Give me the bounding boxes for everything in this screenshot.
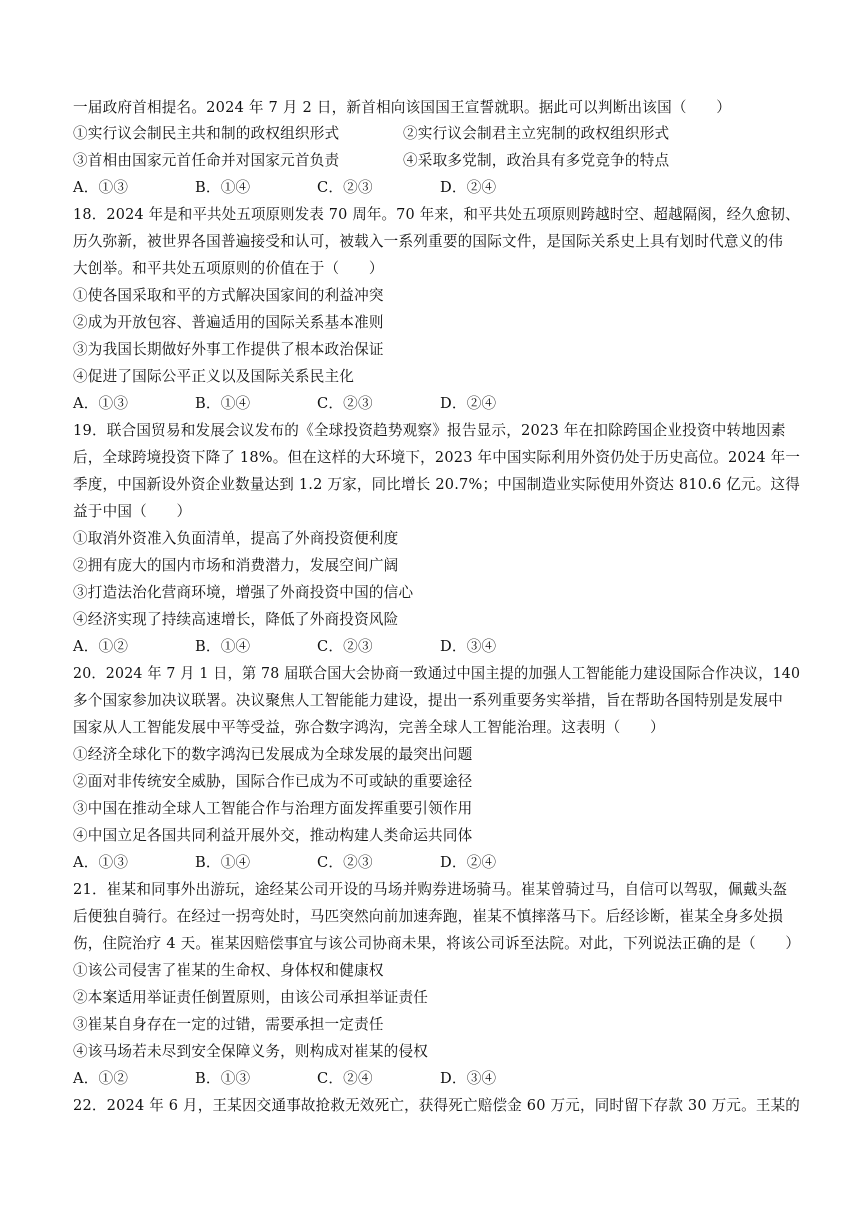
q21-stem-line-2: 后便独自骑行。在经过一拐弯处时，马匹突然向前加速奔跑，崔某不慎摔落马下。后经诊断，崔某全身多处损 [73, 908, 784, 925]
q20-option-c[interactable]: C．②③ [317, 854, 373, 871]
q21-item-3: ③崔某自身存在一定的过错，需要承担一定责任 [73, 1016, 384, 1033]
q19-option-a[interactable]: A．①② [73, 638, 129, 655]
q19-stem-line-2: 后，全球跨境投资下降了 18%。但在这样的大环境下，2023 年中国实际利用外资仍处于历史高位。2024 年一 [73, 449, 801, 466]
q20-option-a[interactable]: A．①③ [73, 854, 129, 871]
q20-item-3: ③中国在推动全球人工智能合作与治理方面发挥重要引领作用 [73, 800, 473, 817]
q18-option-c[interactable]: C．②③ [317, 395, 373, 412]
q21-stem-line-3: 伤，住院治疗 4 天。崔某因赔偿事宜与该公司协商未果，将该公司诉至法院。对此，下列说法正确的是（ ） [73, 935, 801, 952]
q17-items-row-2 [73, 151, 793, 171]
q21-option-d[interactable]: D．③④ [440, 1070, 497, 1087]
q17-option-d[interactable]: D．②④ [440, 179, 497, 196]
q17-stem-tail: 一届政府首相提名。2024 年 7 月 2 日，新首相向该国国王宣誓就职。据此可以判断出该国（ ） [73, 99, 732, 116]
q17-option-a[interactable]: A．①③ [73, 179, 129, 196]
q22-stem-line-1: 22．2024 年 6 月，王某因交通事故抢救无效死亡，获得死亡赔偿金 60 万元，同时留下存款 30 万元。王某的 [73, 1097, 801, 1114]
q18-item-2: ②成为开放包容、普遍适用的国际关系基本准则 [73, 314, 384, 331]
q20-options [73, 853, 573, 873]
q18-item-3: ③为我国长期做好外事工作提供了根本政治保证 [73, 341, 384, 358]
q20-option-b[interactable]: B．①④ [195, 854, 251, 871]
q18-option-a[interactable]: A．①③ [73, 395, 129, 412]
q19-option-c[interactable]: C．②③ [317, 638, 373, 655]
q20-stem-line-3: 国家从人工智能发展中平等受益，弥合数字鸿沟，完善全球人工智能治理。这表明（ ） [73, 719, 665, 736]
q17-item-3: ③首相由国家元首任命并对国家元首负责 [73, 152, 340, 169]
q18-stem-line-2: 历久弥新，被世界各国普遍接受和认可，被载入一系列重要的国际文件，是国际关系史上具有划时代意义的伟 [73, 233, 784, 250]
q17-item-1: ①实行议会制民主共和制的政权组织形式 [73, 125, 340, 142]
q17-item-4: ④采取多党制，政治具有多党竞争的特点 [403, 152, 670, 169]
q17-option-b[interactable]: B．①④ [195, 179, 251, 196]
q19-item-3: ③打造法治化营商环境，增强了外商投资中国的信心 [73, 584, 414, 601]
q20-stem-line-2: 多个国家参加决议联署。决议聚焦人工智能能力建设，提出一系列重要务实举措，旨在帮助各国特别是发展中 [73, 692, 784, 709]
q20-item-1: ①经济全球化下的数字鸿沟已发展成为全球发展的最突出问题 [73, 746, 473, 763]
q18-item-4: ④促进了国际公平正义以及国际关系民主化 [73, 368, 355, 385]
q20-item-4: ④中国立足各国共同利益开展外交，推动构建人类命运共同体 [73, 827, 473, 844]
q21-option-c[interactable]: C．②④ [317, 1070, 373, 1087]
q21-item-1: ①该公司侵害了崔某的生命权、身体权和健康权 [73, 962, 384, 979]
q17-options [73, 178, 573, 198]
q19-option-d[interactable]: D．③④ [440, 638, 497, 655]
q21-item-2: ②本案适用举证责任倒置原则，由该公司承担举证责任 [73, 989, 429, 1006]
q21-option-a[interactable]: A．①② [73, 1070, 129, 1087]
q18-stem-line-3: 大创举。和平共处五项原则的价值在于（ ） [73, 260, 384, 277]
q21-option-b[interactable]: B．①③ [195, 1070, 251, 1087]
q18-option-d[interactable]: D．②④ [440, 395, 497, 412]
q18-stem-line-1: 18．2024 年是和平共处五项原则发表 70 周年。70 年来，和平共处五项原则跨越时空、超越隔阂，经久愈韧、 [73, 206, 800, 223]
q20-option-d[interactable]: D．②④ [440, 854, 497, 871]
q21-stem-line-1: 21．崔某和同事外出游玩，途经某公司开设的马场并购券进场骑马。崔某曾骑过马，自信可以驾驭，佩戴头盔 [73, 881, 788, 898]
q18-option-b[interactable]: B．①④ [195, 395, 251, 412]
q17-items-row-1 [73, 124, 793, 144]
q19-stem-line-3: 季度，中国新设外资企业数量达到 1.2 万家，同比增长 20.7%；中国制造业实际使用外资达 810.6 亿元。这得 [73, 476, 800, 493]
q19-option-b[interactable]: B．①④ [195, 638, 251, 655]
q19-options [73, 637, 573, 657]
q17-option-c[interactable]: C．②③ [317, 179, 373, 196]
q20-stem-line-1: 20．2024 年 7 月 1 日，第 78 届联合国大会协商一致通过中国主提的加强人工智能能力建设国际合作决议，140 [73, 665, 801, 682]
q19-item-1: ①取消外资准入负面清单，提高了外商投资便利度 [73, 530, 399, 547]
q21-item-4: ④该马场若未尽到安全保障义务，则构成对崔某的侵权 [73, 1043, 429, 1060]
q20-item-2: ②面对非传统安全威胁，国际合作已成为不可或缺的重要途径 [73, 773, 473, 790]
q18-item-1: ①使各国采取和平的方式解决国家间的利益冲突 [73, 287, 384, 304]
q19-item-2: ②拥有庞大的国内市场和消费潜力，发展空间广阔 [73, 557, 399, 574]
q19-stem-line-1: 19．联合国贸易和发展会议发布的《全球投资趋势观察》报告显示，2023 年在扣除跨国企业投资中转地因素 [73, 422, 786, 439]
q21-options [73, 1069, 573, 1089]
q19-item-4: ④经济实现了持续高速增长，降低了外商投资风险 [73, 611, 399, 628]
q18-options [73, 394, 573, 414]
q17-item-2: ②实行议会制君主立宪制的政权组织形式 [403, 125, 670, 142]
q19-stem-line-4: 益于中国（ ） [73, 503, 192, 520]
